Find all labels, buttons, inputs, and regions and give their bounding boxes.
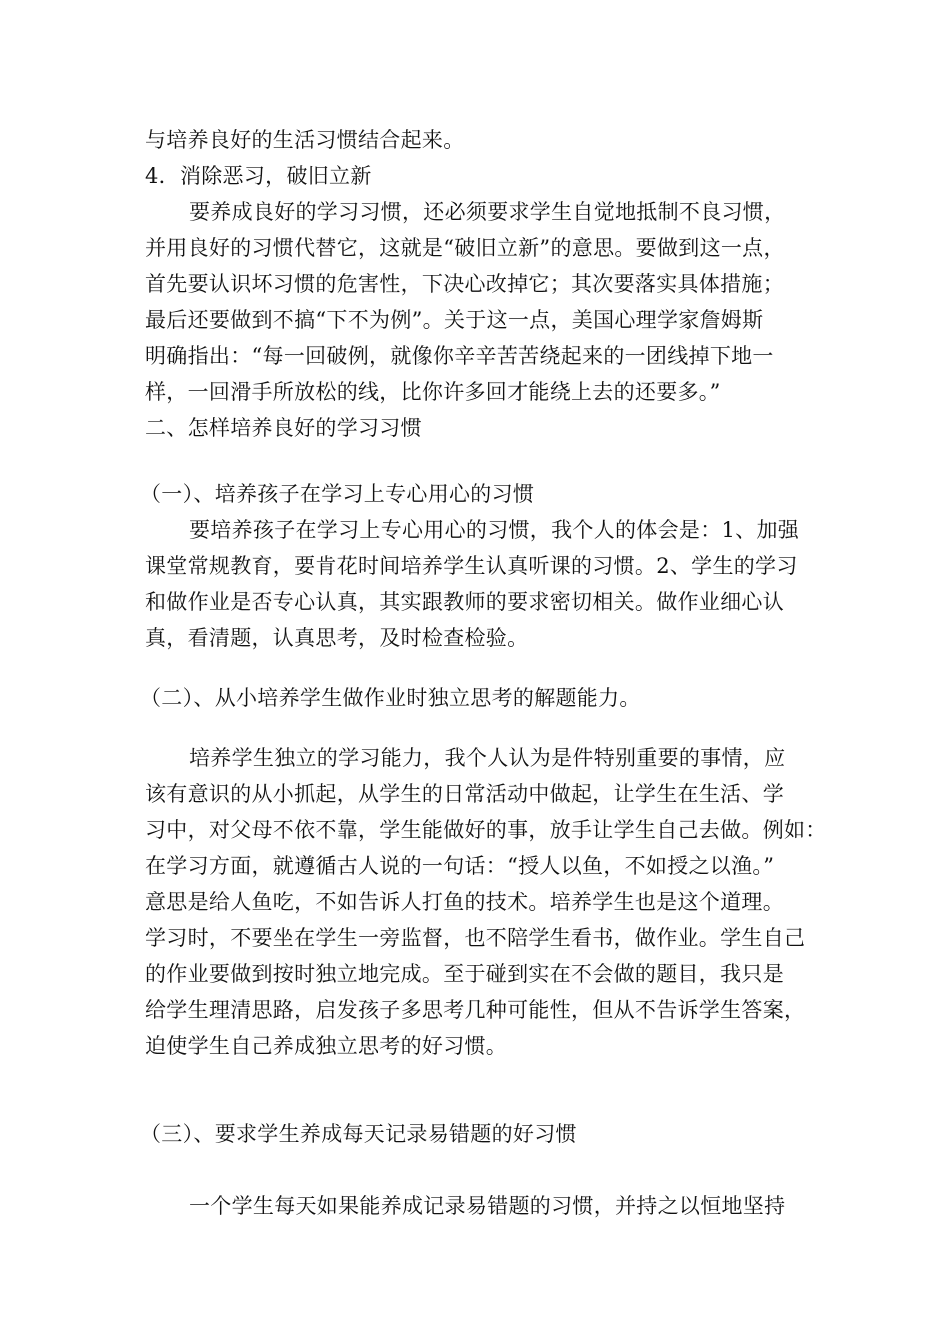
text-line: 培养学生独立的学习能力，我个人认为是件特别重要的事情，应 bbox=[189, 746, 786, 770]
subsection-heading-text: （二）、从小培养学生做作业时独立思考的解题能力。 bbox=[140, 686, 641, 710]
paragraph-focus-habit bbox=[145, 512, 810, 656]
text-line: 意思是给人鱼吃，不如告诉人打鱼的技术。培养学生也是这个道理。 bbox=[145, 890, 784, 914]
text-line: 和做作业是否专心认真，其实跟教师的要求密切相关。做作业细心认 bbox=[145, 590, 784, 614]
subsection-heading-text: （一）、培养孩子在学习上专心用心的习惯 bbox=[140, 482, 535, 506]
text-line: 给学生理清思路，启发孩子多思考几种可能性，但从不告诉学生答案， bbox=[145, 998, 806, 1022]
text-line: 要养成良好的学习习惯，还必须要求学生自觉地抵制不良习惯， bbox=[189, 200, 786, 224]
paragraph-break-old-habits bbox=[145, 194, 810, 410]
heading-text: 4．消除恶习，破旧立新 bbox=[145, 164, 372, 188]
text-line: 首先要认识坏习惯的危害性，下决心改掉它；其次要落实具体措施； bbox=[145, 272, 784, 296]
paragraph-record-errors bbox=[145, 1188, 810, 1224]
text-line: 习中，对父母不依不靠，学生能做好的事，放手让学生自己去做。例如： bbox=[145, 818, 827, 842]
paragraph-continuation bbox=[145, 122, 810, 158]
text-line: 在学习方面，就遵循古人说的一句话：“授人以鱼，不如授之以渔。” bbox=[145, 854, 775, 878]
text-line: 真，看清题，认真思考，及时检查检验。 bbox=[145, 626, 529, 650]
text-line: 要培养孩子在学习上专心用心的习惯，我个人的体会是：1、加强 bbox=[189, 518, 800, 542]
text-line: 该有意识的从小抓起，从学生的日常活动中做起，让学生在生活、学 bbox=[145, 782, 784, 806]
subsection-2-heading bbox=[140, 680, 805, 716]
text-line: 样，一回滑手所放松的线，比你许多回才能绕上去的还要多。” bbox=[145, 380, 721, 404]
text-line: 迫使学生自己养成独立思考的好习惯。 bbox=[145, 1034, 508, 1058]
section-heading-text: 二、怎样培养良好的学习习惯 bbox=[145, 416, 422, 440]
text-line: 与培养良好的生活习惯结合起来。 bbox=[145, 128, 465, 152]
text-line: 学习时，不要坐在学生一旁监督，也不陪学生看书，做作业。学生自己 bbox=[145, 926, 806, 950]
text-line: 并用良好的习惯代替它，这就是“破旧立新”的意思。要做到这一点， bbox=[145, 236, 785, 260]
section-2-heading bbox=[145, 410, 810, 446]
text-line: 课堂常规教育，要肯花时间培养学生认真听课的习惯。2、学生的学习 bbox=[145, 554, 798, 578]
text-line: 最后还要做到不搞“下不为例”。关于这一点，美国心理学家詹姆斯 bbox=[145, 308, 764, 332]
paragraph-independent-thinking bbox=[145, 740, 827, 1064]
subsection-heading-text: （三）、要求学生养成每天记录易错题的好习惯 bbox=[140, 1122, 577, 1146]
text-line: 明确指出：“每一回破例，就像你辛辛苦苦绕起来的一团线掉下地一 bbox=[145, 344, 774, 368]
subsection-3-heading bbox=[140, 1116, 805, 1152]
text-line: 一个学生每天如果能养成记录易错题的习惯，并持之以恒地坚持 bbox=[189, 1194, 786, 1218]
heading-4-eliminate-bad-habits bbox=[145, 158, 810, 194]
subsection-1-heading bbox=[140, 476, 805, 512]
text-line: 的作业要做到按时独立地完成。至于碰到实在不会做的题目，我只是 bbox=[145, 962, 784, 986]
